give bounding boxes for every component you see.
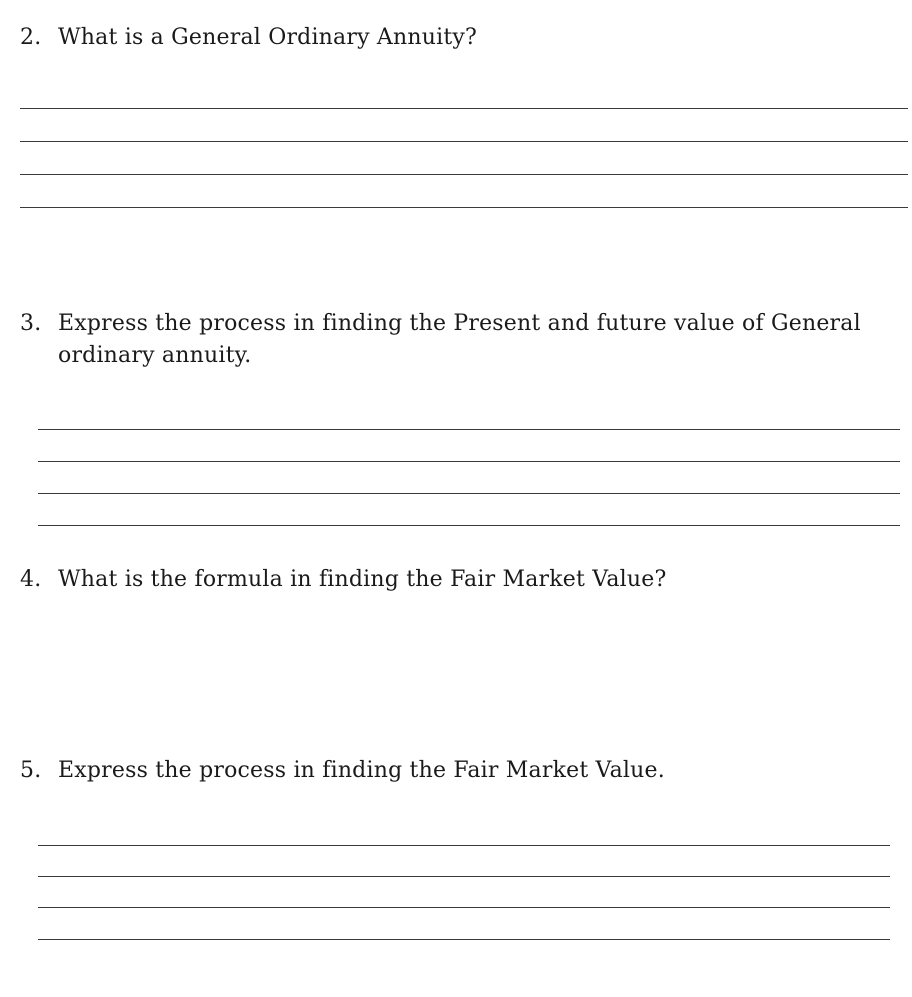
question-text: Express the process in finding the Present and future value of General [58,311,861,336]
answer-line[interactable] [20,174,908,175]
question-5 [20,755,665,787]
question-3 [20,308,861,372]
answer-line[interactable] [38,525,900,526]
answer-line[interactable] [38,845,890,846]
question-text: What is a General Ordinary Annuity? [58,25,477,50]
answer-line[interactable] [38,907,890,908]
question-number: 5. [20,758,42,783]
question-text-continued: ordinary annuity. [58,343,252,368]
question-number: 3. [20,311,42,336]
question-2 [20,22,477,54]
answer-line[interactable] [38,939,890,940]
question-text: Express the process in finding the Fair Market Value. [58,758,665,783]
question-4 [20,564,666,596]
question-text: What is the formula in finding the Fair Market Value? [58,567,667,592]
question-number: 2. [20,25,42,50]
answer-line[interactable] [38,429,900,430]
question-number: 4. [20,567,42,592]
answer-line[interactable] [38,493,900,494]
answer-line[interactable] [38,461,900,462]
answer-line[interactable] [20,207,908,208]
answer-line[interactable] [20,141,908,142]
answer-line[interactable] [38,876,890,877]
answer-line[interactable] [20,108,908,109]
